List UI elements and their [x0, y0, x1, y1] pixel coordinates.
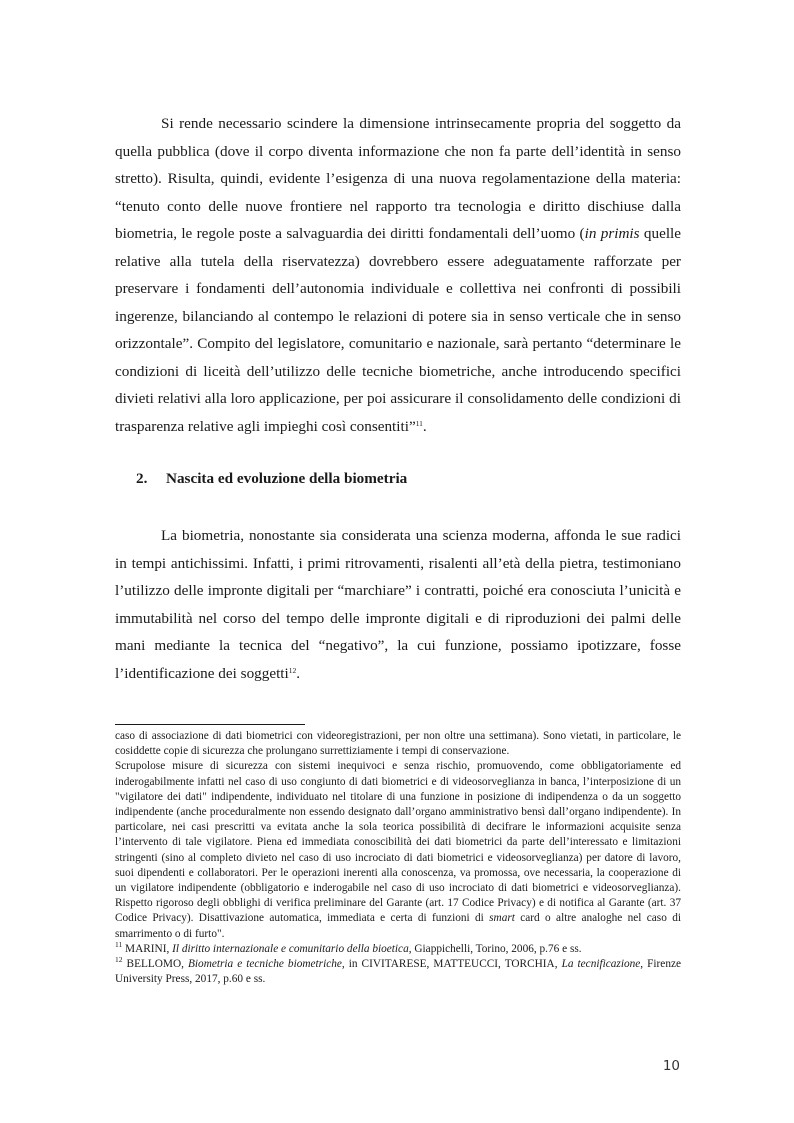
section-heading [136, 470, 407, 488]
section-title: Nascita ed evoluzione della biometria [166, 470, 408, 487]
footnote-12-title: Biometria e tecniche biometriche, [188, 958, 345, 971]
footnote-11-rest: , Giappichelli, Torino, 2006, p.76 e ss. [408, 942, 582, 955]
footnote-continuation-1: caso di associazione di dati biometrici con videoregistrazioni, per non oltre una settimana). Sono vietati, in particolare, le cosiddette copie di sicurezza che prolungano surrettiziamente i tempi di conservazione. [115, 730, 681, 758]
footnote-11 [115, 939, 681, 957]
body-paragraph-1 [115, 110, 681, 440]
footnote-12-rest: , Firenze University Press, 2017, p.60 e ss. [115, 958, 681, 986]
footnote-continuation-2-b: card o altre analoghe nel caso di smarrimento o di furto". [115, 912, 681, 940]
para1-italic: in primis [584, 225, 640, 242]
para1-end: . [422, 417, 427, 435]
footnote-12-mid: in CIVITARESE, MATTEUCCI, TORCHIA, [344, 958, 562, 971]
section-number: 2. [136, 470, 148, 487]
footnote-separator [115, 724, 305, 725]
body-paragraph-2 [115, 522, 681, 687]
page-number: 10 [662, 1058, 680, 1074]
footnote-12 [115, 957, 681, 987]
footnote-ref-11[interactable]: 11 [415, 418, 423, 428]
footnote-11-title: Il diritto internazionale e comunitario della bioetica [172, 942, 409, 955]
footnote-11-author: MARINI, [122, 942, 173, 955]
para2-end: . [296, 664, 301, 682]
footnote-continuation-2 [115, 759, 681, 941]
para1-text-a: Si rende necessario scindere la dimensione intrinsecamente propria del soggetto da quella pubblica (dove il corpo diventa informazione che non fa parte dell’identità in senso stretto). Risulta, quindi, evidente l’esigenza di una nuova regolamentazione della materia: “tenuto conto delle nuove frontiere nel rapporto tra tecnologia e diritto dischiuse dalla biometria, le regole poste a salvaguardia dei diritti fondamentali dell’uomo ( [115, 115, 681, 242]
footnotes [115, 729, 681, 987]
footnote-continuation-2-italic: smart [489, 912, 515, 925]
para2-text: La biometria, nonostante sia considerata una scienza moderna, affonda le sue radici in tempi antichissimi. Infatti, i primi ritrovamenti, risalenti all’età della pietra, testimoniano l’utilizzo delle impronte digitali per “marchiare” i contratti, poiché era conosciuta l’unicità e immutabilità nel corso del tempo delle impronte digitali e di riproduzioni dei palmi delle mani mediante la tecnica del “negativo”, la cui funzione, possiamo ipotizzare, fosse l’identificazione dei soggetti [115, 527, 681, 682]
footnote-12-title2: La tecnificazione [561, 958, 641, 971]
footnote-continuation-2-a: Scrupolose misure di sicurezza con sistemi inequivoci e senza rischio, promuovendo, come obbligatoriamente ed inderogabilmente infatti nel caso di uso congiunto di dati biometrici e di videosorveglianza in banca, l’interposizione di un "vigilatore dei dati" indipendente, individuato nel titolare di una funzione in posizione di indipendenza o da un soggetto indipendente (anche proceduralmente non essendo designato dall’organo amministrativo bensì dall’organo indipendente). In particolare, nei casi prescritti va evitata anche la sola teorica possibilità di decifrare le informazioni acquisite senza l’intervento di tale vigilatore. Piena ed immediata conoscibilità dei dati biometrici da parte dell’interessato e limitazioni stringenti (sino al completo divieto nel caso di uso incrociato di dati biometrici e videosorveglianza) per datore di lavoro, suoi dipendenti e collaboratori. Per le operazioni inerenti alla conoscenza, va promossa, ove necessaria, la cooperazione di un vigilatore indipendente (obbligatorio e inderogabile nel caso di uso incrociato di dati biometrici e videosorveglianza). Rispetto rigoroso degli obblighi di verifica preliminare del Garante (art. 17 Codice Privacy) e di notifica al Garante (art. 37 Codice Privacy). Disattivazione automatica, immediata e certa di funzioni di [115, 760, 681, 925]
para1-text-b: quelle relative alla tutela della riservatezza) dovrebbero essere adeguatamente rafforzate per preservare i fondamenti dell’autonomia individuale e collettiva nei confronti di possibili ingerenze, bilanciando al contempo le relazioni di potere sia in senso verticale che in senso orizzontale”. Compito del legislatore, comunitario e nazionale, sarà pertanto “determinare le condizioni di liceità dell’utilizzo delle tecniche biometriche, anche introducendo specifici divieti relativi alla loro applicazione, per poi assicurare il consolidamento delle condizioni di trasparenza relative agli impieghi così consentiti” [115, 225, 681, 435]
footnote-11-number: 11 [115, 939, 123, 949]
footnote-12-number: 12 [115, 955, 123, 965]
footnote-12-author: BELLOMO, [122, 958, 188, 971]
footnote-ref-12[interactable]: 12 [288, 665, 297, 675]
